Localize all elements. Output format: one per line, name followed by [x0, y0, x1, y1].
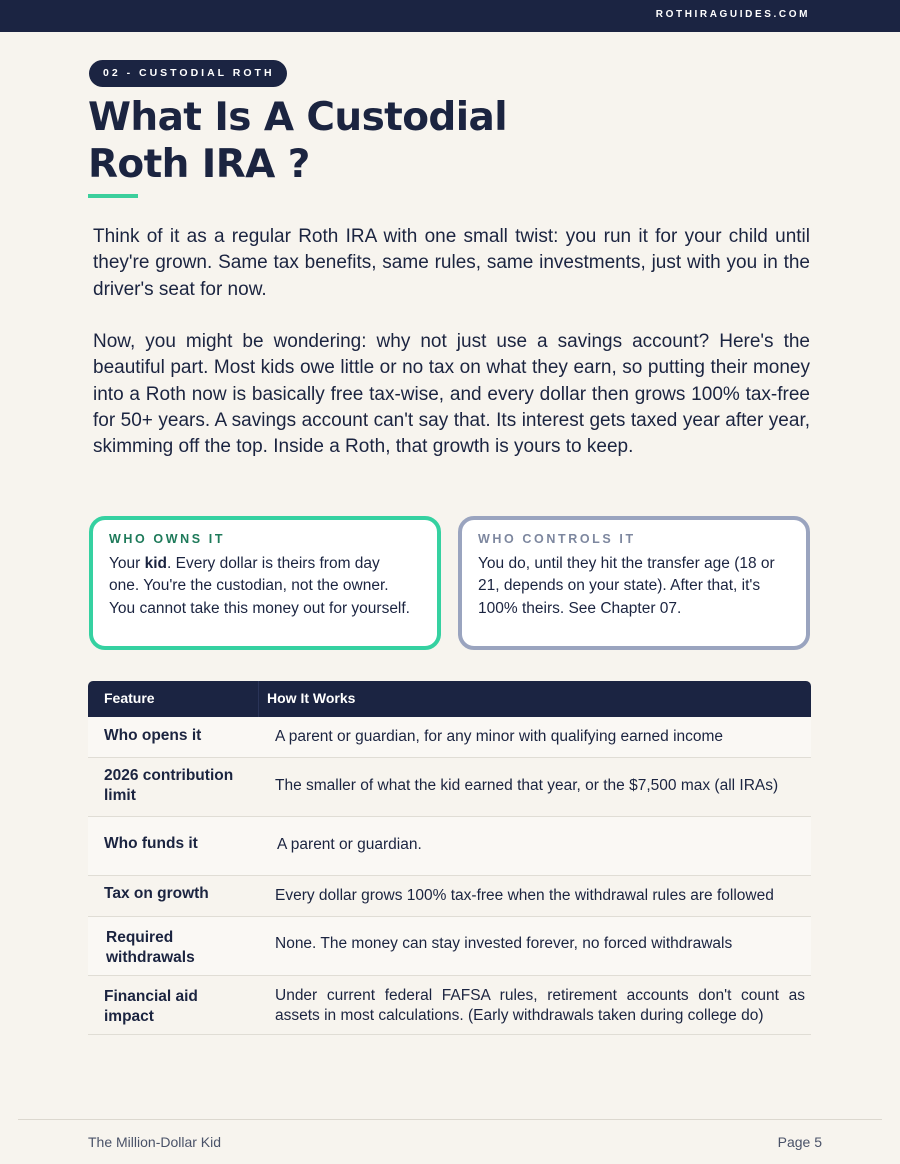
who-controls-label: WHO CONTROLS IT — [478, 532, 636, 546]
row-how: A parent or guardian, for any minor with qualifying earned income — [275, 728, 724, 745]
table-row — [88, 876, 811, 917]
table-header — [88, 681, 811, 717]
savings-paragraph: Now, you might be wondering: why not just use a savings account? Here's the beautiful part. Most kids owe little or no tax on what they earn, so putting their money into a Roth now is basically free tax-wise, and every dollar then grows 100% tax-free for 50+ years. A savings account can't say that. Its interest gets taxed year after year, skimming off the top. Inside a Roth, that growth is yours to keep. — [93, 331, 810, 458]
site-url[interactable]: ROTHIRAGUIDES.COM — [655, 9, 810, 20]
header-feature: Feature — [104, 690, 155, 706]
features-table — [88, 681, 811, 1035]
table-row — [88, 817, 811, 876]
row-how: The smaller of what the kid earned that year, or the $7,500 max (all IRAs) — [275, 777, 779, 794]
who-owns-text-rest: . Every dollar is theirs from day one. You're the custodian, not the owner. You cannot take this money out for yourself. — [109, 555, 410, 617]
footer-page-number: Page 5 — [777, 1134, 822, 1150]
table-row — [88, 758, 811, 817]
row-how: Every dollar grows 100% tax-free when the withdrawal rules are followed — [275, 887, 774, 904]
who-owns-text-start: Your — [109, 555, 145, 572]
who-controls-text: You do, until they hit the transfer age (18 or 21, depends on your state). After that, it's 100% theirs. See Chapter 07. — [478, 555, 775, 617]
title-underline — [88, 194, 138, 198]
who-owns-card — [89, 516, 441, 650]
footer-book-title: The Million-Dollar Kid — [88, 1134, 222, 1150]
footer-divider — [18, 1119, 882, 1120]
row-feature: Financial aid impact — [104, 988, 198, 1025]
who-owns-label: WHO OWNS IT — [109, 532, 226, 546]
row-feature: Who funds it — [104, 835, 198, 852]
header-divider — [258, 681, 259, 717]
table-row — [88, 717, 811, 758]
title-line-1: What Is A Custodial — [88, 95, 507, 140]
section-tag: 02 - CUSTODIAL ROTH — [89, 60, 287, 87]
intro-paragraph: Think of it as a regular Roth IRA with one small twist: you run it for your child until they're grown. Same tax benefits, same rules, same investments, just with you in the driver's seat for now. — [93, 226, 810, 300]
who-owns-text — [109, 553, 414, 620]
row-feature: Required withdrawals — [106, 929, 195, 966]
who-controls-card — [458, 516, 810, 650]
top-bar — [0, 0, 900, 32]
row-how: None. The money can stay invested forever, no forced withdrawals — [275, 935, 733, 952]
who-owns-kid: kid — [144, 555, 168, 572]
header-how-it-works: How It Works — [267, 690, 356, 706]
row-feature: Tax on growth — [104, 885, 209, 902]
table-row — [88, 917, 811, 976]
page-title — [88, 94, 507, 188]
row-how: A parent or guardian. — [277, 836, 422, 853]
title-line-2: Roth IRA ? — [88, 142, 310, 187]
row-how: Under current federal FAFSA rules, retirement accounts don't count as assets in most calculations. (Early withdrawals taken during college do) — [275, 987, 805, 1024]
table-row — [88, 976, 811, 1035]
row-feature: 2026 contribution limit — [104, 767, 234, 804]
row-feature: Who opens it — [104, 727, 202, 744]
